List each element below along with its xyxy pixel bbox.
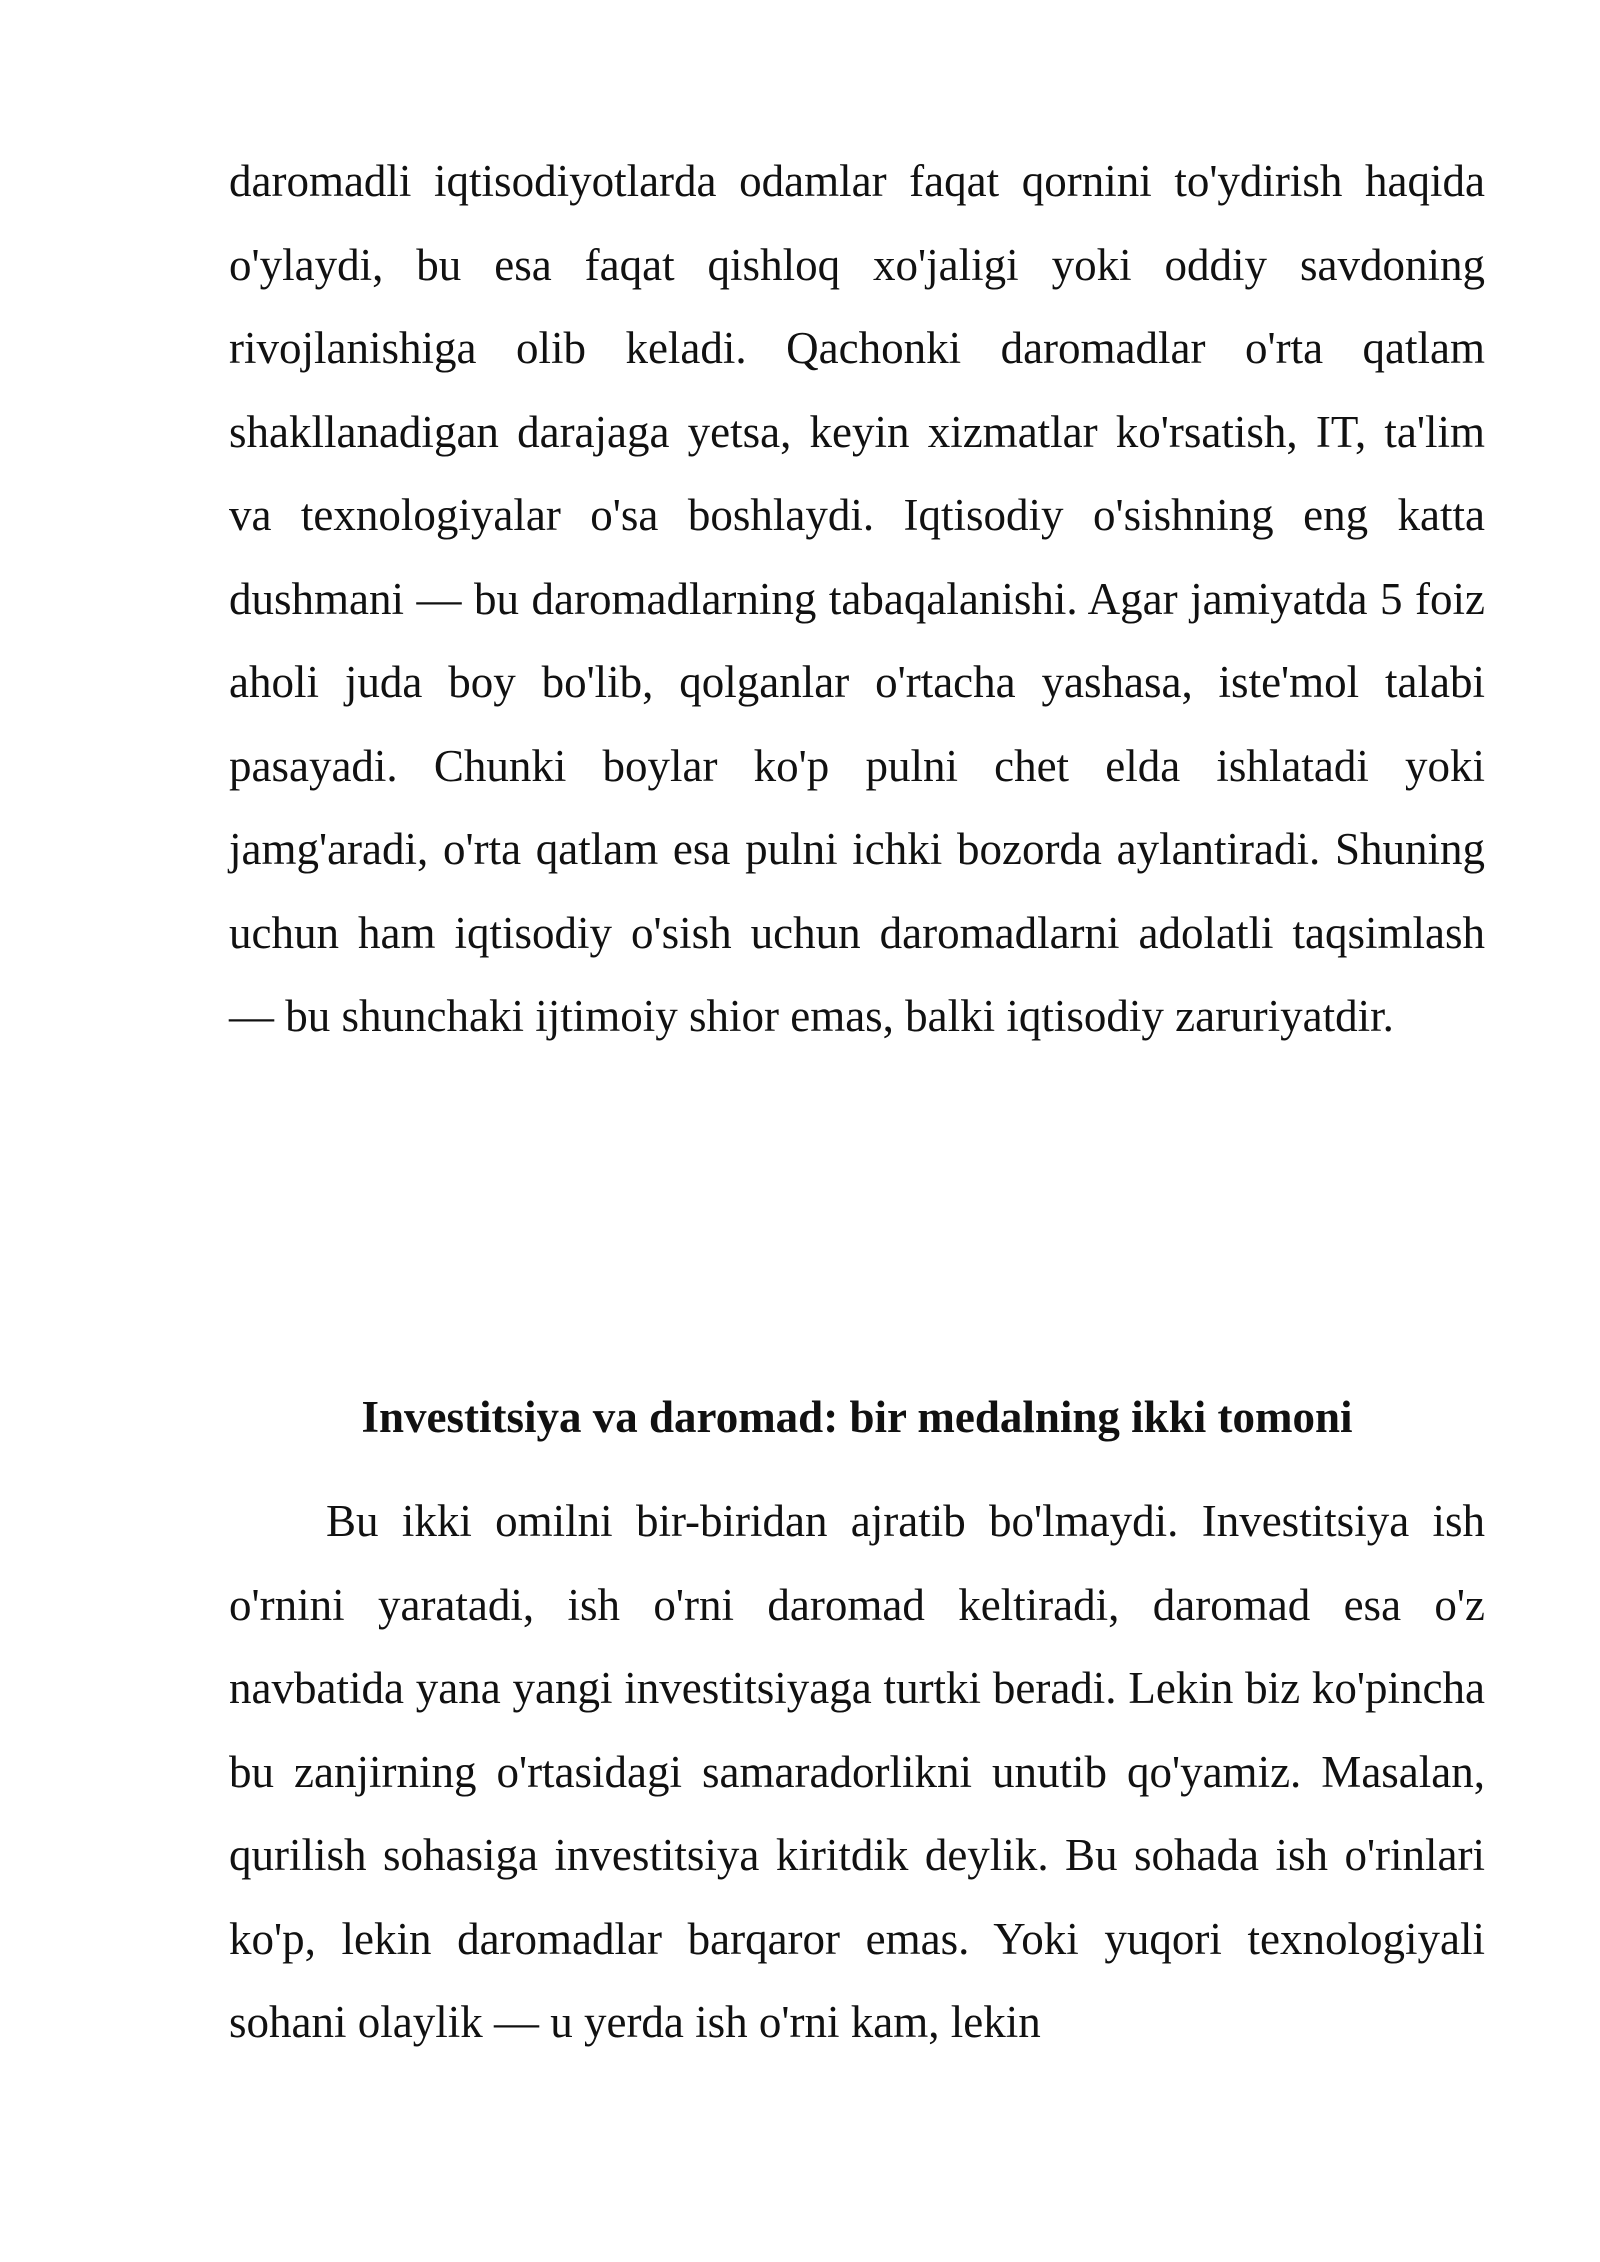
body-paragraph: daromadli iqtisodiyotlarda odamlar faqat qornini to'ydirish haqida o'ylaydi, bu esa faqat qishloq xo'jaligi yoki oddiy savdoning rivojlanishiga olib keladi. Qachonki daromadlar o'rta qatlam shakllanadigan darajaga yetsa, keyin xizmatlar ko'rsatish, IT, ta'lim va texnologiyalar o'sa boshlaydi. Iqtisodiy o'sishning eng katta dushmani — bu daromadlarning tabaqalanishi. Agar jamiyatda 5 foiz aholi juda boy bo'lib, qolganlar o'rtacha yashasa, iste'mol talabi pasayadi. Chunki boylar ko'p pulni chet elda ishlatadi yoki jamg'aradi, o'rta qatlam esa pulni ichki bozorda aylantiradi. Shuning uchun ham iqtisodiy o'sish uchun daromadlarni adolatli taqsimlash — bu shunchaki ijtimoiy shior emas, balki iqtisodiy zaruriyatdir. (229, 156, 1485, 1041)
section-heading: Investitsiya va daromad: bir medalning ikki tomoni (361, 1392, 1353, 1442)
body-paragraph: Bu ikki omilni bir-biridan ajratib bo'lmaydi. Investitsiya ish o'rnini yaratadi, ish o'rni daromad keltiradi, daromad esa o'z navbatida yana yangi investitsiyaga turtki beradi. Lekin biz ko'pincha bu zanjirning o'rtasidagi samaradorlikni unutib qo'yamiz. Masalan, qurilish sohasiga investitsiya kiritdik deylik. Bu sohada ish o'rinlari ko'p, lekin daromadlar barqaror emas. Yoki yuqori texnologiyali sohani olaylik — u yerda ish o'rni kam, lekin (229, 1496, 1485, 2047)
